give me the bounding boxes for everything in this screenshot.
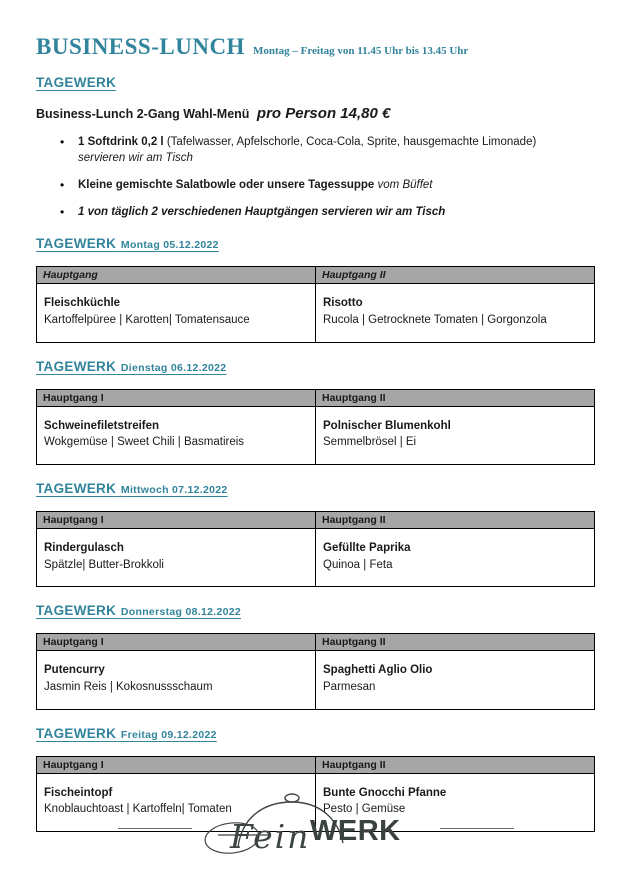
day-heading-donnerstag <box>36 602 241 620</box>
footer-rule-left <box>118 828 192 829</box>
dish-cell <box>37 284 316 342</box>
footer-rule-right <box>440 828 514 829</box>
day-heading-mittwoch <box>36 480 228 498</box>
dish-cell <box>316 284 595 342</box>
footer-logo-row <box>0 791 632 865</box>
logo-script-text: Fein <box>230 817 311 856</box>
menu-table-mittwoch <box>36 511 595 587</box>
column-header-hauptgang-1: Hauptgang <box>37 267 316 284</box>
dish-sides: Wokgemüse | Sweet Chili | Basmatireis <box>44 436 245 449</box>
dish-name: Risotto <box>323 297 363 310</box>
dish-name: Bunte Gnocchi Pfanne <box>323 786 447 799</box>
page-subtitle: Montag – Freitag von 11.45 Uhr bis 13.45 Uhr <box>252 45 469 57</box>
menu-table-donnerstag <box>36 633 595 709</box>
dish-name: Fischeintopf <box>44 786 113 799</box>
offer-line <box>36 105 595 122</box>
day-heading-montag <box>36 235 219 253</box>
dish-name: Schweinefiletstreifen <box>44 419 160 432</box>
dish-sides: Quinoa | Feta <box>323 558 393 571</box>
bullet-softdrink-note: servieren wir am Tisch <box>78 152 193 165</box>
day-heading-date: Freitag 09.12.2022 <box>120 728 217 741</box>
menu-table-montag <box>36 266 595 342</box>
dish-cell <box>316 651 595 709</box>
dish-name: Rindergulasch <box>44 542 124 555</box>
bullet-softdrink-lead: 1 Softdrink 0,2 l <box>78 136 164 148</box>
day-heading-date: Montag 05.12.2022 <box>120 239 219 252</box>
dish-name: Spaghetti Aglio Olio <box>323 664 433 677</box>
column-header-hauptgang-2: Hauptgang II <box>316 389 595 406</box>
dish-cell <box>316 406 595 464</box>
bullet-maincourse <box>60 204 595 220</box>
dish-cell <box>37 529 316 587</box>
column-header-hauptgang-1: Hauptgang I <box>37 389 316 406</box>
day-heading-label: TAGEWERK <box>36 481 117 497</box>
dish-name: Gefüllte Paprika <box>323 542 411 555</box>
dish-sides: Pesto | Gemüse <box>323 803 406 816</box>
dish-sides: Kartoffelpüree | Karotten| Tomatensauce <box>44 314 250 327</box>
column-header-hauptgang-2: Hauptgang II <box>316 512 595 529</box>
page-title: BUSINESS-LUNCH <box>36 34 245 59</box>
logo-wordmark-text: WERK <box>310 815 401 847</box>
column-header-hauptgang-1: Hauptgang I <box>37 756 316 773</box>
bullet-maincourse-text: 1 von täglich 2 verschiedenen Hauptgängen servieren wir am Tisch <box>78 206 446 219</box>
offer-bold-text: Business-Lunch 2-Gang Wahl-Menü <box>36 107 250 121</box>
dish-sides: Spätzle| Butter-Brokkoli <box>44 558 164 571</box>
dish-name: Putencurry <box>44 664 105 677</box>
dish-name: Fleischküchle <box>44 297 121 310</box>
day-section-dienstag <box>36 358 595 465</box>
bullet-softdrink <box>60 134 595 166</box>
day-heading-label: TAGEWERK <box>36 236 117 252</box>
bullet-softdrink-rest: (Tafelwasser, Apfelschorle, Coca-Cola, Sprite, hausgemachte Limonade) <box>163 136 537 148</box>
day-heading-label: TAGEWERK <box>36 725 117 741</box>
intro-heading-label: TAGEWERK <box>36 75 117 90</box>
dish-cell <box>37 406 316 464</box>
day-heading-freitag <box>36 725 217 743</box>
day-heading-dienstag <box>36 358 226 376</box>
dish-cell <box>316 529 595 587</box>
dish-sides: Semmelbrösel | Ei <box>323 436 417 449</box>
dish-sides: Knoblauchtoast | Kartoffeln| Tomaten <box>44 803 232 816</box>
day-section-mittwoch <box>36 480 595 587</box>
dish-cell <box>37 651 316 709</box>
bullet-salad-lead: Kleine gemischte Salatbowle oder unsere Tagessuppe <box>78 179 375 192</box>
column-header-hauptgang-1: Hauptgang I <box>37 634 316 651</box>
column-header-hauptgang-2: Hauptgang II <box>316 756 595 773</box>
offer-price-text: pro Person 14,80 € <box>256 105 391 122</box>
day-heading-label: TAGEWERK <box>36 358 117 374</box>
dish-sides: Parmesan <box>323 681 376 694</box>
day-section-montag <box>36 235 595 342</box>
menu-table-dienstag <box>36 389 595 465</box>
day-heading-label: TAGEWERK <box>36 603 117 619</box>
column-header-hauptgang-1: Hauptgang I <box>37 512 316 529</box>
column-header-hauptgang-2: Hauptgang II <box>316 267 595 284</box>
dish-sides: Rucola | Getrocknete Tomaten | Gorgonzola <box>323 314 547 327</box>
bullet-salad-tail: vom Büffet <box>374 179 433 192</box>
intro-bullet-list <box>60 134 595 220</box>
day-heading-date: Dienstag 06.12.2022 <box>120 361 227 374</box>
column-header-hauptgang-2: Hauptgang II <box>316 634 595 651</box>
day-heading-date: Donnerstag 08.12.2022 <box>120 606 242 619</box>
bullet-salad <box>60 177 595 193</box>
dish-name: Polnischer Blumenkohl <box>323 419 451 432</box>
dish-sides: Jasmin Reis | Kokosnussschaum <box>44 681 213 694</box>
day-section-donnerstag <box>36 602 595 709</box>
day-heading-date: Mittwoch 07.12.2022 <box>120 484 228 497</box>
feinwerk-logo <box>198 791 434 865</box>
page-title-row <box>36 34 595 60</box>
intro-heading <box>36 74 116 92</box>
